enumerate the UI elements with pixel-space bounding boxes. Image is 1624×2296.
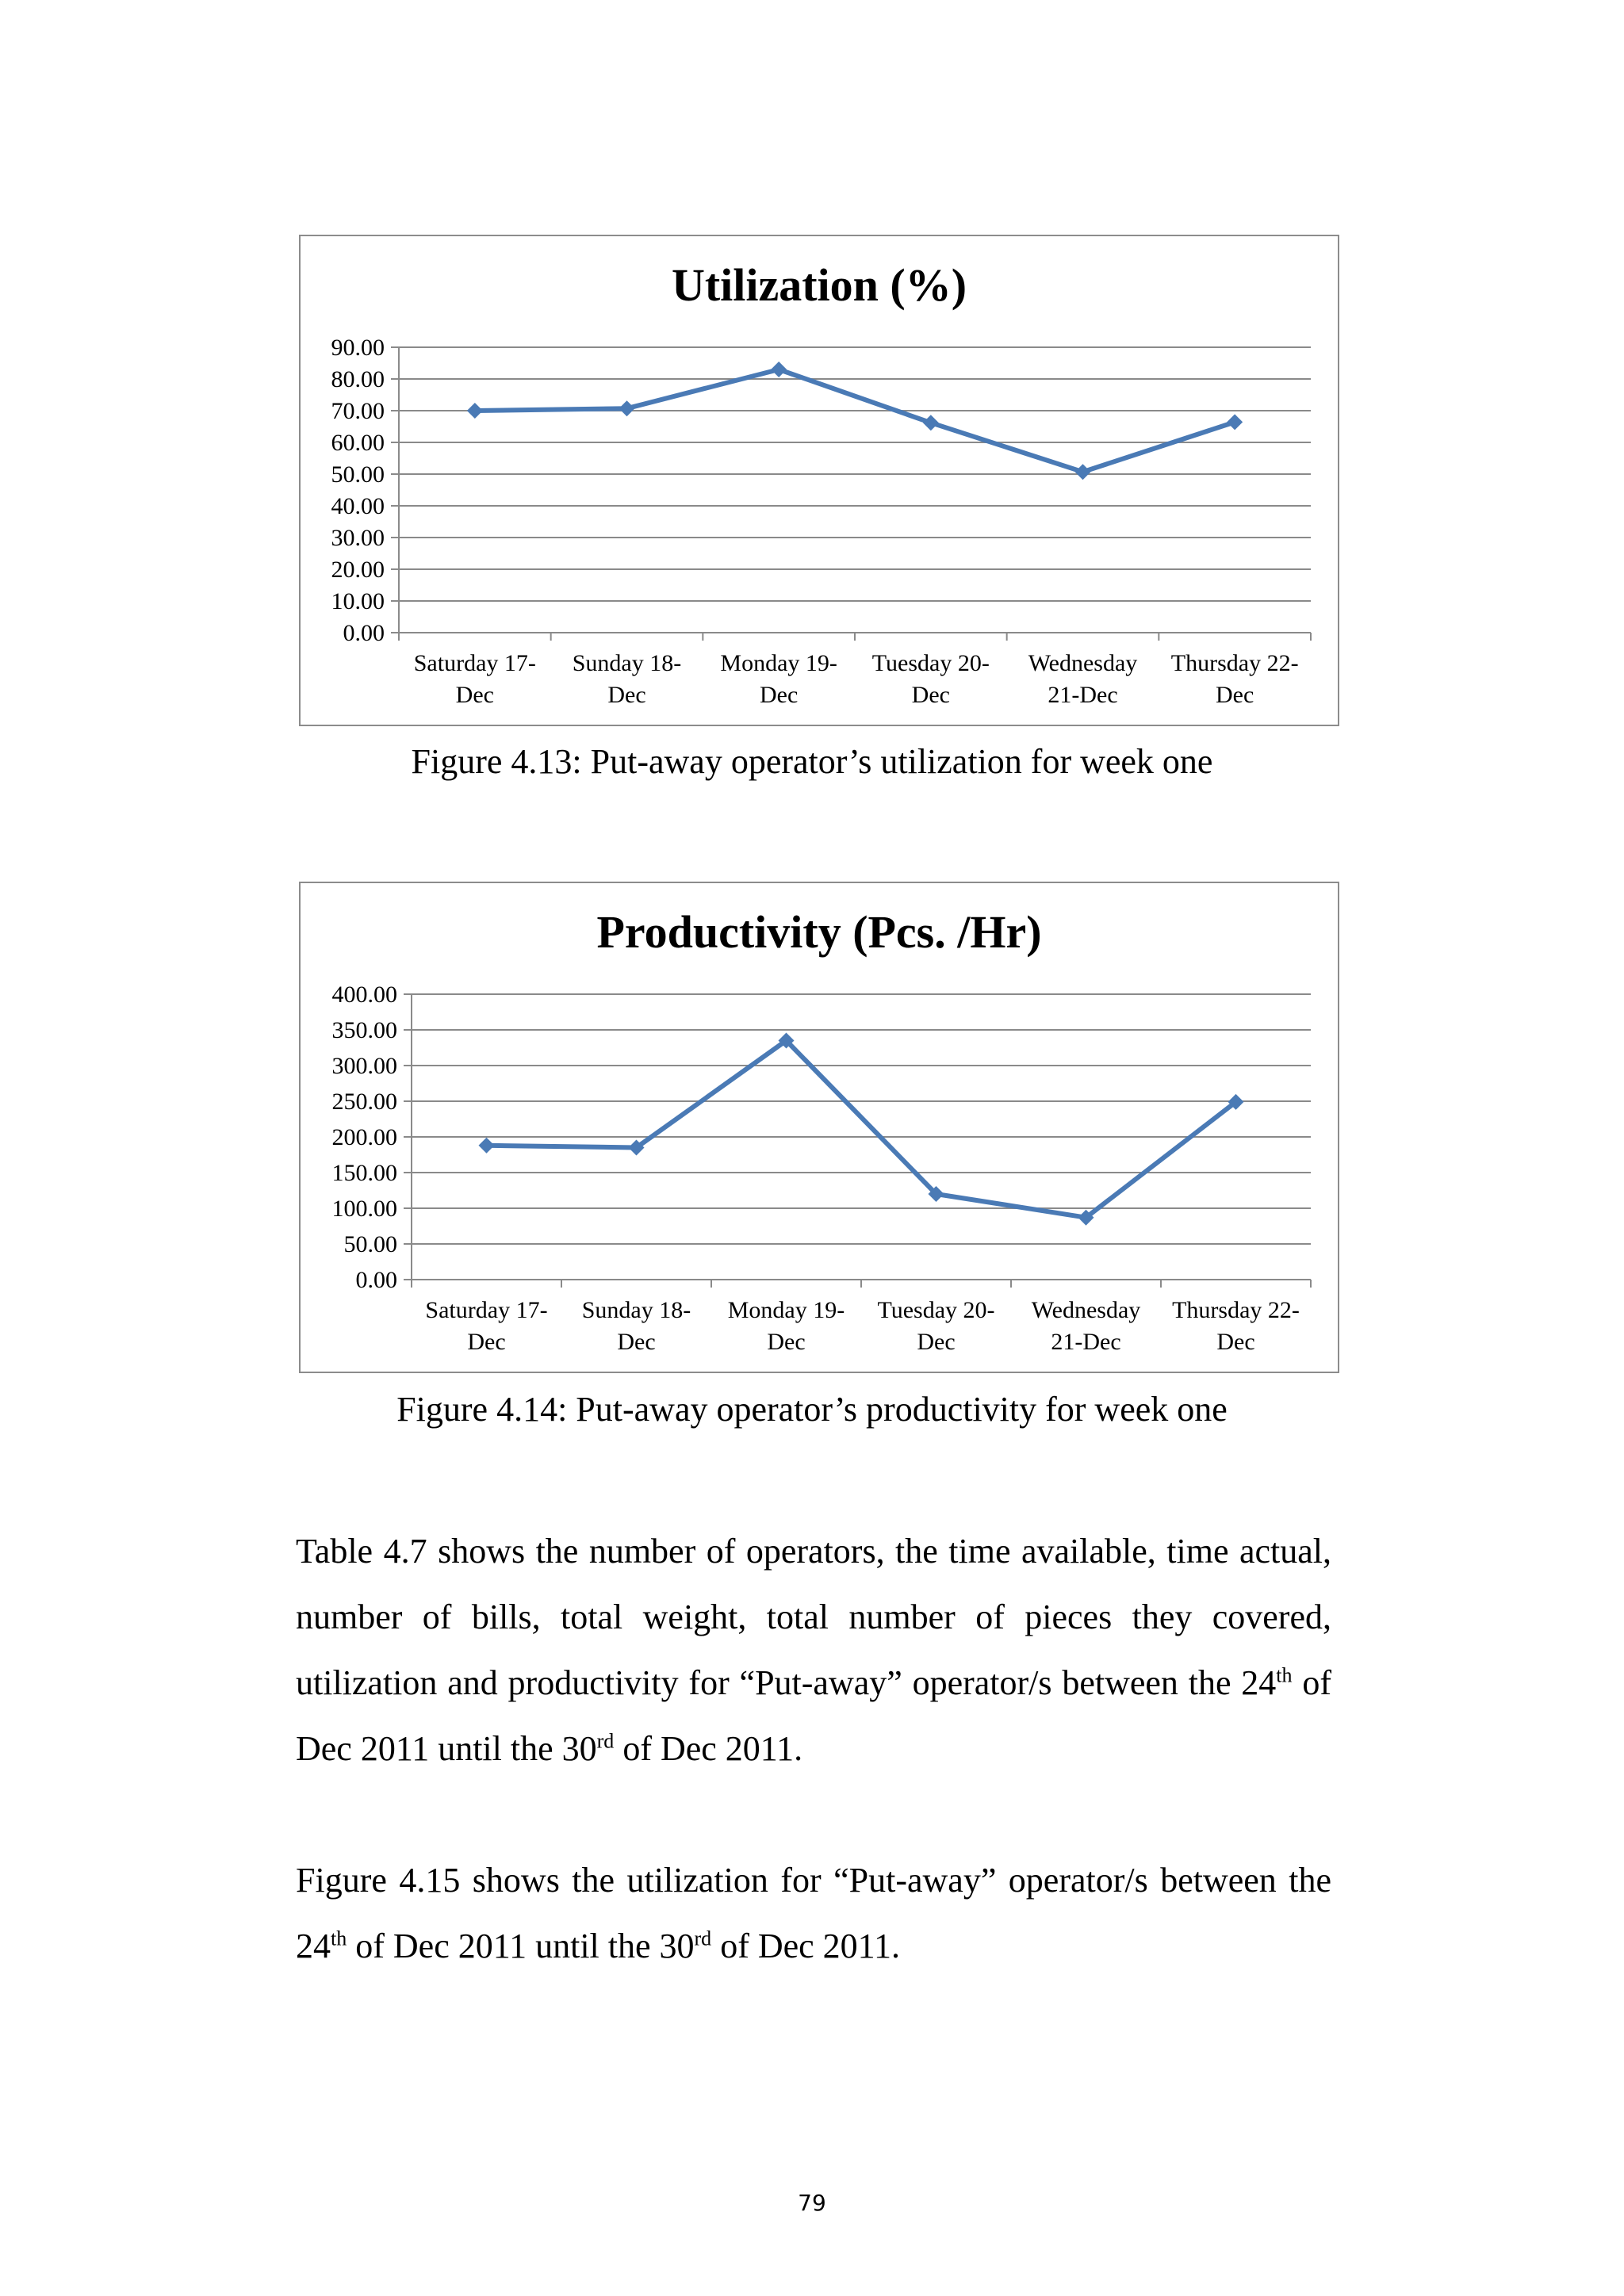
data-point [467,403,483,419]
y-tick-label: 50.00 [331,461,385,488]
figure-caption-4-14: Figure 4.14: Put-away operator’s productivity for week one [396,1390,1228,1429]
y-tick-label: 100.00 [331,1196,397,1222]
x-tick-label: Wednesday 21-Dec [1028,650,1138,708]
data-point [1075,464,1091,480]
body-paragraph: Table 4.7 shows the number of operators, the time available, time actual, number of bills, total weight, total number of pieces they covered, utilization and productivity for “Put-away” operator/s between the 24th of Dec 2011 until the 30rd of Dec 2011. [296,1532,1331,1768]
y-tick-label: 250.00 [331,1089,397,1115]
data-point [1227,414,1243,430]
y-tick-label: 10.00 [331,588,385,614]
y-tick-label: 0.00 [343,620,385,646]
x-tick-label: Thursday 22-Dec [1172,1297,1300,1355]
x-tick-label: Monday 19-Dec [720,650,837,708]
utilization-chart-plot [301,236,1338,725]
data-point [771,362,787,377]
data-point [479,1138,495,1154]
productivity-chart [299,882,1339,1373]
x-tick-label: Wednesday 21-Dec [1031,1297,1141,1355]
x-tick-label: Sunday 18-Dec [572,650,682,708]
y-tick-label: 50.00 [343,1231,397,1257]
y-tick-label: 0.00 [355,1267,397,1293]
y-tick-label: 20.00 [331,557,385,583]
series-line [475,369,1235,472]
body-paragraph: Figure 4.15 shows the utilization for “Put-away” operator/s between the 24th of Dec 2011 until the 30rd of Dec 2011. [296,1861,1331,1965]
y-tick-label: 80.00 [331,366,385,392]
y-tick-label: 150.00 [331,1160,397,1186]
y-tick-label: 400.00 [331,982,397,1008]
series-line [487,1041,1236,1218]
y-tick-label: 350.00 [331,1017,397,1043]
x-tick-label: Sunday 18-Dec [581,1297,691,1355]
x-tick-label: Saturday 17-Dec [413,650,536,708]
y-tick-label: 200.00 [331,1124,397,1150]
x-tick-label: Saturday 17-Dec [425,1297,548,1355]
chart-title: Utilization (%) [671,259,967,311]
figure-caption-4-13: Figure 4.13: Put-away operator’s utilization for week one [411,742,1213,781]
x-tick-label: Thursday 22-Dec [1170,650,1299,708]
page-number: 79 [798,2190,826,2216]
chart-title: Productivity (Pcs. /Hr) [596,906,1042,958]
x-tick-label: Tuesday 20-Dec [877,1297,995,1355]
x-tick-label: Monday 19-Dec [727,1297,845,1355]
data-point [619,400,635,416]
data-point [923,415,939,430]
y-tick-label: 60.00 [331,430,385,456]
productivity-chart-plot [301,883,1338,1372]
y-tick-label: 90.00 [331,335,385,361]
y-tick-label: 30.00 [331,525,385,551]
y-tick-label: 40.00 [331,493,385,519]
y-tick-label: 300.00 [331,1053,397,1079]
x-tick-label: Tuesday 20-Dec [871,650,990,708]
y-tick-label: 70.00 [331,398,385,424]
utilization-chart [299,235,1339,726]
